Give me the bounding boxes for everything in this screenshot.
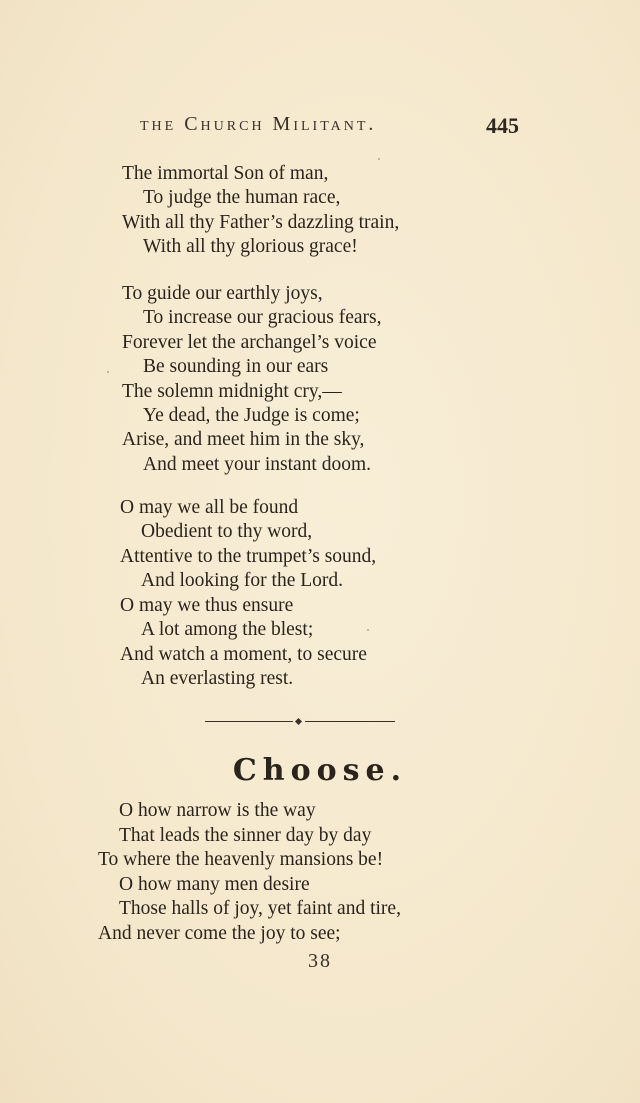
stanza-line: Forever let the archangel’s voice	[122, 332, 377, 353]
stanza-line: Those halls of joy, yet faint and tire,	[119, 898, 401, 919]
stanza-line: And never come the joy to see;	[98, 923, 341, 944]
stanza-line: Arise, and meet him in the sky,	[122, 429, 365, 450]
stanza-line: Ye dead, the Judge is come;	[143, 405, 360, 426]
stanza-line: An everlasting rest.	[141, 668, 294, 689]
paper-speck	[378, 158, 380, 160]
hymn-title: Choose.	[232, 753, 408, 788]
stanza-line: To increase our gracious fears,	[143, 307, 382, 328]
divider-rule-right	[305, 721, 395, 722]
stanza-line: Attentive to the trumpet’s sound,	[120, 546, 377, 567]
stanza-line: That leads the sinner day by day	[119, 825, 372, 846]
stanza-line: And meet your instant doom.	[143, 454, 372, 475]
stanza-line: Be sounding in our ears	[143, 356, 329, 377]
stanza-line: O may we thus ensure	[120, 595, 294, 616]
stanza-line: O may we all be found	[120, 497, 299, 518]
divider-rule-left	[205, 721, 293, 722]
stanza-line: And looking for the Lord.	[141, 570, 344, 591]
stanza-line: The solemn midnight cry,—	[122, 381, 342, 402]
paper-speck	[107, 371, 109, 373]
stanza-line: O how narrow is the way	[119, 800, 316, 821]
stanza-line: With all thy glorious grace!	[143, 236, 358, 257]
stanza-line: And watch a moment, to secure	[120, 644, 367, 665]
divider-diamond-icon	[295, 718, 302, 725]
paper-speck	[367, 629, 369, 631]
running-head: the Church Militant.	[140, 113, 377, 135]
signature-mark: 38	[308, 950, 332, 972]
ornamental-divider	[205, 718, 395, 726]
stanza-line: To judge the human race,	[143, 187, 341, 208]
stanza-line: Obedient to thy word,	[141, 521, 313, 542]
stanza-line: With all thy Father’s dazzling train,	[122, 212, 400, 233]
stanza-line: To guide our earthly joys,	[122, 283, 323, 304]
stanza-line: The immortal Son of man,	[122, 163, 329, 184]
stanza-line: A lot among the blest;	[141, 619, 314, 640]
stanza-line: O how many men desire	[119, 874, 310, 895]
page-number: 445	[486, 113, 519, 138]
stanza-line: To where the heavenly mansions be!	[98, 849, 384, 870]
